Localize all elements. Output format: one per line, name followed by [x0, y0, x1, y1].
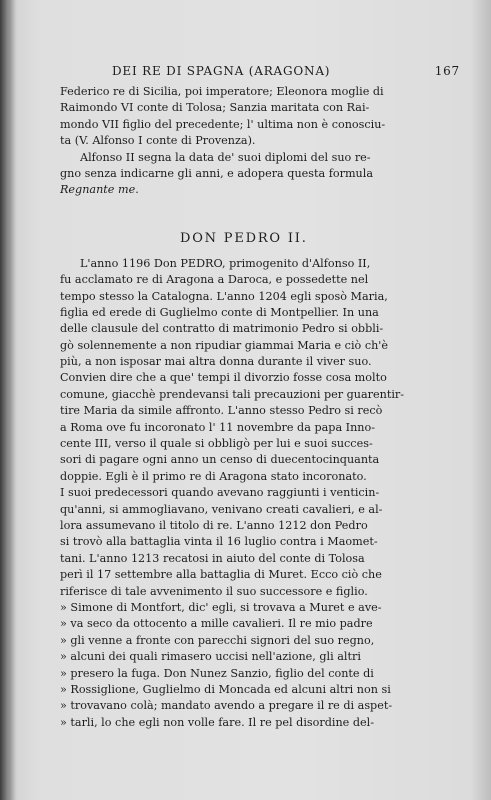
text-line: sori di pagare ogni anno un censo di duecentocinquanta [60, 453, 380, 467]
text-line: » va seco da ottocento a mille cavalieri. Il re mio padre [60, 617, 373, 631]
text-line: lora assumevano il titolo di re. L'anno 1212 don Pedro [60, 518, 368, 532]
text-line: gno senza indicarne gli anni, e adopera questa formula [60, 166, 374, 180]
text-line: ta (V. Alfonso I conte di Provenza). [60, 134, 256, 148]
text-line: qu'anni, si ammogliavano, venivano creati cavalieri, e al- [60, 502, 383, 516]
text-line: Raimondo VI conte di Tolosa; Sanzia maritata con Rai- [60, 101, 370, 115]
text-line: figlia ed erede di Guglielmo conte di Montpellier. In una [60, 305, 379, 319]
text-line: » presero la fuga. Don Nunez Sanzio, figlio del conte di [60, 666, 374, 680]
text-line: I suoi predecessori quando avevano raggiunti i venticin- [60, 486, 380, 500]
text-line: » Simone di Montfort, dic' egli, si trovava a Muret e ave- [60, 600, 382, 614]
book-gutter-shadow [0, 0, 16, 800]
text-line: cente III, verso il quale si obbligò per lui e suoi succes- [60, 437, 373, 451]
text-line: tire Maria da simile affronto. L'anno stesso Pedro si recò [60, 404, 383, 418]
text-line: Regnante me. [60, 183, 139, 197]
text-line: » Rossiglione, Guglielmo di Moncada ed alcuni altri non si [60, 682, 391, 696]
text-line: tani. L'anno 1213 recatosi in aiuto del conte di Tolosa [60, 551, 365, 565]
text-line: riferisce di tale avvenimento il suo successore e figlio. [60, 584, 368, 598]
text-line: L'anno 1196 Don PEDRO, primogenito d'Alfonso II, [80, 256, 371, 270]
running-head [60, 64, 460, 80]
text-line: Alfonso II segna la data de' suoi diplomi del suo re- [80, 150, 371, 164]
text-line: fu acclamato re di Aragona a Daroca, e possedette nel [60, 273, 369, 287]
running-head-title: DEI RE DI SPAGNA (ARAGONA) [112, 64, 331, 78]
text-line: perì il 17 settembre alla battaglia di Muret. Ecco ciò che [60, 568, 382, 582]
page-text-block [60, 64, 460, 731]
text-line: più, a non isposar mai altra donna durante il viver suo. [60, 355, 372, 369]
text-line: mondo VII figlio del precedente; l' ultima non è conosciu- [60, 117, 386, 131]
section-title: DON PEDRO II. [180, 230, 308, 246]
text-line: » tarli, lo che egli non volle fare. Il re pel disordine del- [60, 715, 374, 729]
text-line: a Roma ove fu incoronato l' 11 novembre da papa Inno- [60, 420, 376, 434]
text-line: Convien dire che a que' tempi il divorzio fosse cosa molto [60, 371, 387, 385]
page-number: 167 [434, 64, 460, 78]
text-line: doppie. Egli è il primo re di Aragona stato incoronato. [60, 469, 367, 483]
section-gap [60, 199, 460, 230]
text-line: comune, giacchè prendevansi tali precauzioni per guarentir- [60, 387, 405, 401]
text-line: tempo stesso la Catalogna. L'anno 1204 egli sposò Maria, [60, 289, 388, 303]
text-line: Federico re di Sicilia, poi imperatore; Eleonora moglie di [60, 85, 384, 98]
text-line: si trovò alla battaglia vinta il 16 luglio contra i Maomet- [60, 535, 378, 549]
text-line: » gli venne a fronte con parecchi signori del suo regno, [60, 633, 375, 647]
text-line: » alcuni dei quali rimasero uccisi nell'azione, gli altri [60, 650, 361, 664]
text-line: » trovavano colà; mandato avendo a pregare il re di aspet- [60, 699, 393, 713]
text-line: gò solennemente a non ripudiar giammai Maria e ciò ch'è [60, 338, 388, 352]
text-line: delle clausule del contratto di matrimonio Pedro si obbli- [60, 322, 384, 336]
